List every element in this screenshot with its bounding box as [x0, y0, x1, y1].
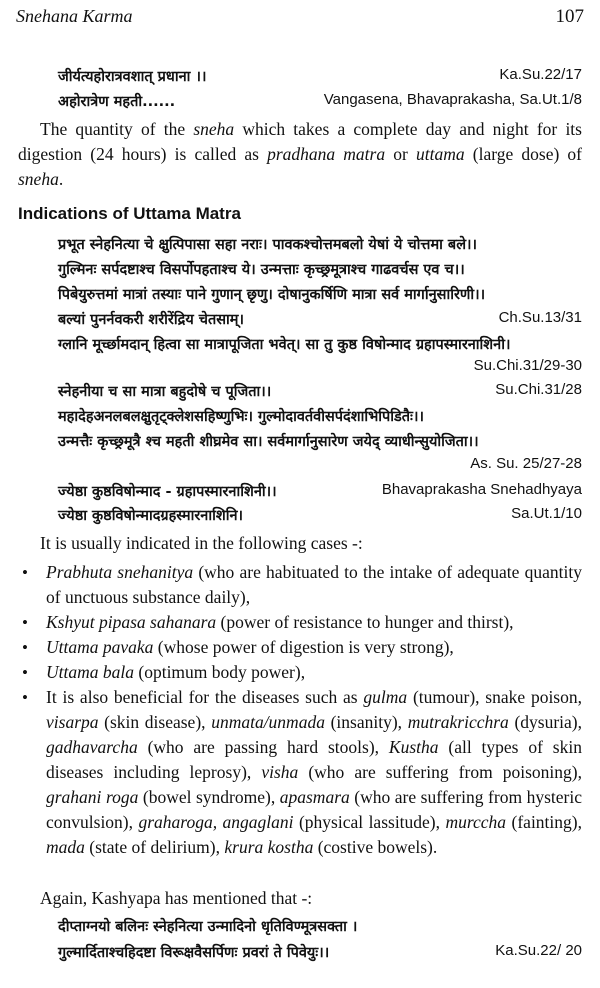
indications-list [0, 560, 600, 860]
verse-line [58, 234, 582, 258]
verse-reference: Ka.Su.22/17 [499, 66, 582, 83]
verse-line [58, 309, 582, 333]
list-item: • Uttama pavaka (whose power of digestion is very strong), [0, 635, 600, 660]
verse-reference: Ch.Su.13/31 [498, 309, 582, 326]
verse-line [58, 381, 582, 405]
verse-line [58, 431, 582, 455]
list-item: • Uttama bala (optimum body power), [0, 660, 600, 685]
verse-text: बल्यां पुनर्नवकरी शरीरेंद्रिय चेतसाम्। [58, 312, 244, 328]
paragraph-pradhana-matra: The quantity of the sneha which takes a complete day and night for its digestion (24 hours) is called as pradhana matra or uttama (large dose) of sneha. [18, 119, 583, 189]
bullet-icon: • [22, 638, 28, 657]
verse-text: ज्येष्ठा कुष्ठविषोन्माद - ग्रहापस्मारनाशिनी।। [58, 484, 277, 500]
closing-lead-text: Again, Kashyapa has mentioned that -: [40, 888, 313, 908]
verse-reference: As. Su. 25/27-28 [470, 455, 582, 472]
verse-line [58, 91, 582, 115]
verse-text: पिबेयुरुत्तमां मात्रां तस्याः पाने गुणान् छृणु। दोषानुकर्षिणि मात्रा सर्व मार्गानुसारिणी।। [58, 287, 486, 303]
verse-reference: Ka.Su.22/ 20 [495, 942, 582, 959]
verse-text: दीप्ताग्नयो बलिनः स्नेहनित्या उन्मादिनो धृतिविण्मूत्रसक्ता । [58, 919, 358, 935]
list-item: • Prabhuta snehanitya (who are habituated to the intake of adequate quantity of unctuous substance daily), [22, 562, 582, 607]
verse-reference: Sa.Ut.1/10 [511, 505, 582, 522]
verse-text: गुल्मार्दिताश्चहिदष्टा विरूक्षवैसर्पिणः प्रवरां ते पिवेयुः।। [58, 945, 330, 961]
bullet-icon: • [22, 563, 28, 582]
verse-text: ज्येष्ठा कुष्ठविषोन्मादग्रहस्मारनाशिनि। [58, 508, 244, 524]
verse-text: प्रभूत स्नेहनित्या चे क्षुत्पिपासा सहा नराः। पावकश्चोत्तमबलो येषां ये चोत्तमा बले।। [58, 237, 478, 253]
verse-text: अहोरात्रेण महती...... [58, 94, 176, 110]
verse-line [58, 259, 582, 283]
verse-reference: Su.Chi.31/29-30 [473, 357, 582, 374]
verse-reference: Bhavaprakasha Snehadhyaya [381, 481, 582, 498]
verse-reference: Su.Chi.31/28 [495, 381, 582, 398]
verse-line [58, 481, 582, 505]
section-heading: Indications of Uttama Matra [18, 204, 241, 223]
verse-line [58, 334, 582, 358]
verse-reference: Vangasena, Bhavaprakasha, Sa.Ut.1/8 [323, 91, 582, 108]
list-item: • It is also beneficial for the diseases such as gulma (tumour), snake poison, visarpa (skin disease), unmata/unmada (insanity), mutrakricchra (dysuria), gadhavarcha (who are passing hard stools), Kustha (all types of skin diseases including leprosy), visha (who are suffering from poisoning), grahani roga (bowel syndrome), apasmara (who are suffering from hysteric convulsion), graharoga, angaglani (physical lassitude), murccha (fainting), mada (state of delirium), krura kostha (costive bowels). [22, 687, 582, 857]
verse-line [58, 66, 582, 90]
verse-text: स्नेहनीया च सा मात्रा बहुदोषे च पूजिता।। [58, 384, 272, 400]
verse-text: महादेहअनलबलक्षुतृट्क्लेशसहिष्णुभिः। गुल्मोदावर्तवीसर्पदंशाभिपिडितैः।। [58, 409, 424, 425]
page-number: 107 [555, 6, 584, 27]
verse-text: उन्मत्तैः कृच्छ्रमूत्रै श्च महती शीघ्रमेव सा। सर्वमार्गानुसारेण जयेद् व्याधीन्सुयोजिता।। [58, 434, 479, 450]
lead-in-text: It is usually indicated in the following cases -: [40, 533, 363, 553]
verse-line [58, 942, 582, 966]
verse-text: गुल्मिनः सर्पदष्टाश्च विसर्पोपहताश्च ये। उन्मत्ताः कृच्छ्रमूत्राश्च गाढवर्चस एव च।। [58, 262, 465, 278]
list-item: • Kshyut pipasa sahanara (power of resistance to hunger and thirst), [0, 610, 600, 635]
verse-line [58, 505, 582, 529]
verse-line [58, 284, 582, 308]
verse-line [58, 406, 582, 430]
verse-line [58, 916, 582, 940]
bullet-icon: • [22, 613, 28, 632]
running-header-title: Snehana Karma [16, 6, 133, 26]
bullet-icon: • [22, 688, 28, 707]
verse-text: जीर्यत्यहोरात्रवशात् प्रधाना ।। [58, 69, 207, 85]
bullet-icon: • [22, 663, 28, 682]
verse-text: ग्लानि मूर्च्छामदान् हित्वा सा मात्रापूजिता भवेत्। सा तु कुष्ठ विषोन्माद ग्रहापस्मारनाशिनी। [58, 337, 511, 353]
